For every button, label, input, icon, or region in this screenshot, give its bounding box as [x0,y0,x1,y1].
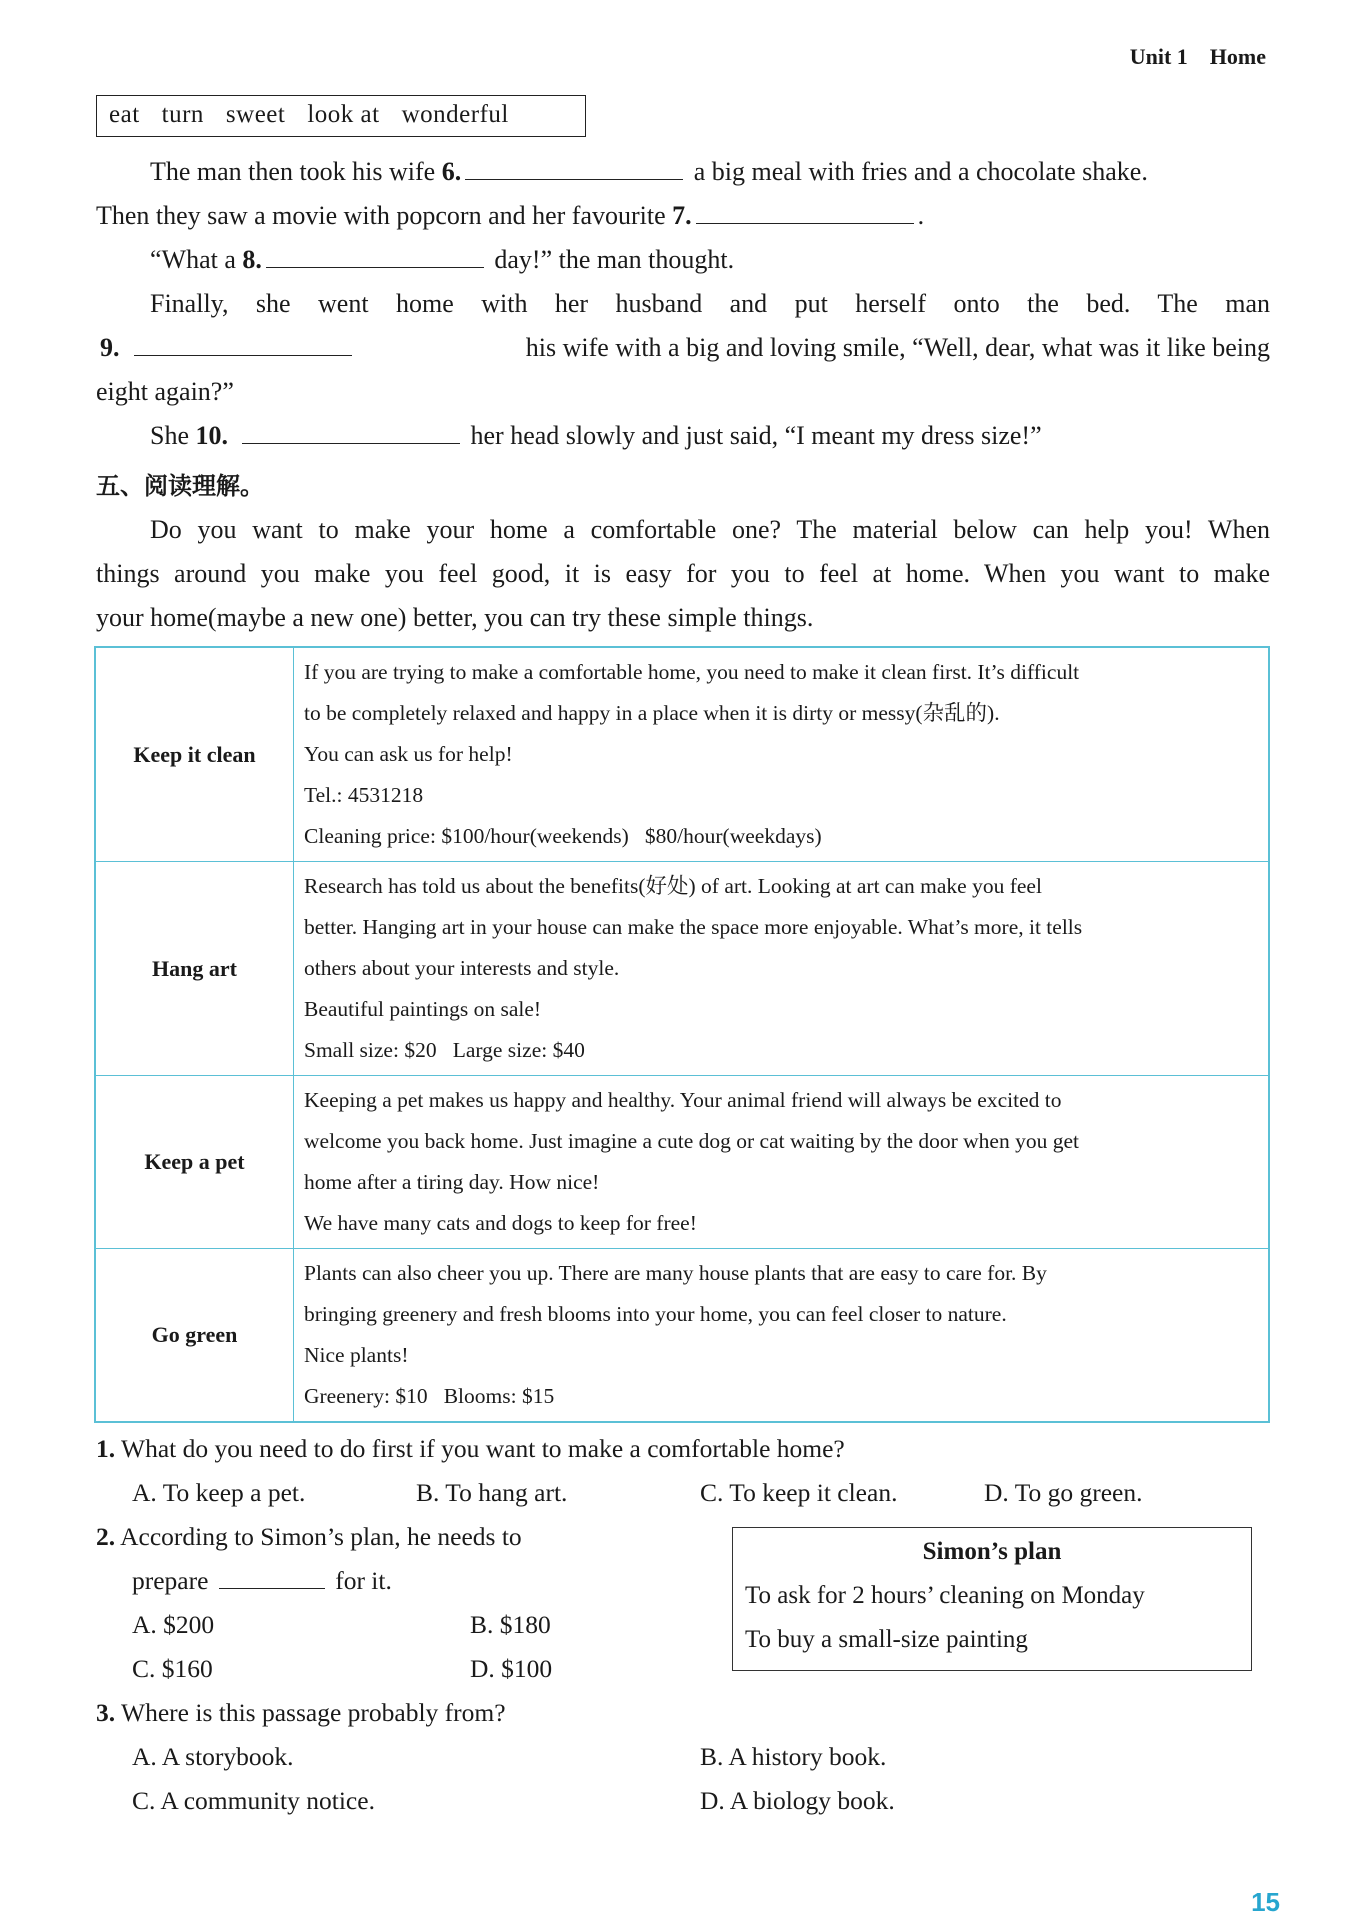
cloze-line-7 [150,414,1042,458]
question-text: According to Simon’s plan, he needs to [120,1522,522,1551]
question-number: 2. [96,1522,116,1551]
option-a[interactable]: A. A storybook. [132,1742,294,1771]
blank-number-7: 7. [672,201,692,230]
row-label: Keep it clean [95,647,294,862]
answer-blank-10[interactable] [242,415,460,444]
tips-table [94,646,1270,1423]
cloze-line-3 [150,238,734,282]
question-2 [96,1515,522,1559]
cloze-text: a big meal with fries and a chocolate shake. [693,157,1148,186]
row-label: Keep a pet [95,1076,294,1249]
intro-line-3: your home(maybe a new one) better, you can try these simple things. [96,603,814,632]
question-2-line-2 [132,1559,392,1603]
option-d[interactable]: D. To go green. [984,1478,1143,1507]
table-row [95,862,1269,1076]
blank-number-10: 10. [195,421,228,450]
content-line: home after a tiring day. How nice! [304,1170,600,1194]
option-d[interactable]: D. $100 [470,1654,553,1683]
question-3 [96,1691,506,1735]
option-b[interactable]: B. A history book. [700,1742,887,1771]
cloze-text: “What a [150,245,236,274]
word-box [96,95,586,137]
row-content [294,1249,1270,1423]
content-line: others about your interests and style. [304,956,620,980]
row-label: Hang art [95,862,294,1076]
content-line: Small size: $20 Large size: $40 [304,1038,585,1062]
answer-blank-7[interactable] [696,195,914,224]
unit-title: Home [1209,44,1266,69]
content-line: to be completely relaxed and happy in a place when it is dirty or messy(杂乱的). [304,701,1000,725]
cloze-line-4: Finally, she went home with her husband and put herself onto the bed. The man [150,289,1270,318]
simons-plan-box [732,1527,1252,1671]
cloze-text: Then they saw a movie with popcorn and her favourite [96,201,666,230]
option-a[interactable]: A. $200 [132,1610,215,1639]
content-line: Plants can also cheer you up. There are many house plants that are easy to care for. By [304,1261,1047,1285]
intro-line-1: Do you want to make your home a comfortable one? The material below can help you! When [150,515,1270,544]
row-content [294,862,1270,1076]
blank-number-6: 6. [441,157,462,186]
content-line: Beautiful paintings on sale! [304,997,542,1021]
page-number: 15 [1251,1887,1280,1917]
question-text: prepare [132,1566,209,1595]
plan-line: To ask for 2 hours’ cleaning on Monday [745,1582,1145,1609]
option-d[interactable]: D. A biology book. [700,1786,895,1815]
content-line: Research has told us about the benefits(好处) of art. Looking at art can make you feel [304,874,1042,898]
word-turn: turn [161,101,204,128]
option-c[interactable]: C. $160 [132,1654,213,1683]
option-b[interactable]: B. $180 [470,1610,551,1639]
content-line: Nice plants! [304,1343,409,1367]
word-sweet: sweet [225,101,286,128]
page-header [1130,44,1266,70]
content-line: Keeping a pet makes us happy and healthy. Your animal friend will always be excited to [304,1088,1062,1112]
content-line: bringing greenery and fresh blooms into your home, you can feel closer to nature. [304,1302,1007,1326]
content-line: You can ask us for help! [304,742,513,766]
cloze-line-6: eight again?” [96,377,234,406]
word-wonderful: wonderful [401,101,509,128]
row-content [294,1076,1270,1249]
question-1 [96,1427,845,1471]
cloze-text: The man then took his wife [150,157,436,186]
option-c[interactable]: C. To keep it clean. [700,1478,898,1507]
content-line: Cleaning price: $100/hour(weekends) $80/hour(weekdays) [304,824,822,848]
question-text: for it. [335,1566,392,1595]
cloze-text: his wife with a big and loving smile, “Well, dear, what was it like being [525,333,1270,362]
word-eat: eat [109,101,140,128]
question-text: Where is this passage probably from? [121,1698,506,1727]
row-label: Go green [95,1249,294,1423]
option-b[interactable]: B. To hang art. [416,1478,568,1507]
cloze-text: . [917,201,925,230]
answer-blank-9[interactable] [134,327,352,356]
question-number: 1. [96,1434,116,1463]
blank-number-8: 8. [242,245,262,274]
content-line: welcome you back home. Just imagine a cute dog or cat waiting by the door when you get [304,1129,1079,1153]
table-row [95,1076,1269,1249]
row-content [294,647,1270,862]
answer-blank-q2[interactable] [219,1560,325,1589]
plan-title: Simon’s plan [922,1538,1062,1565]
plan-line: To buy a small-size painting [745,1626,1028,1653]
cloze-text: her head slowly and just said, “I meant my dress size!” [470,421,1042,450]
question-text: What do you need to do first if you want to make a comfortable home? [121,1434,845,1463]
cloze-line-2 [96,194,924,238]
cloze-line-1 [150,150,1148,194]
answer-blank-8[interactable] [266,239,484,268]
option-a[interactable]: A. To keep a pet. [132,1478,306,1507]
content-line: We have many cats and dogs to keep for free! [304,1211,697,1235]
answer-blank-6[interactable] [465,151,683,180]
content-line: If you are trying to make a comfortable home, you need to make it clean first. It’s difficult [304,660,1080,684]
table-row [95,1249,1269,1423]
unit-label: Unit 1 [1129,44,1188,69]
content-line: Tel.: 4531218 [304,783,424,807]
word-look-at: look at [307,101,380,128]
question-number: 3. [96,1698,116,1727]
cloze-line-5 [100,326,1270,370]
table-row [95,647,1269,862]
content-line: Greenery: $10 Blooms: $15 [304,1384,555,1408]
intro-line-2: things around you make you feel good, it is easy for you to feel at home. When you want to make [96,559,1270,588]
blank-number-9: 9. [100,333,120,362]
cloze-text: She [150,421,189,450]
content-line: better. Hanging art in your house can make the space more enjoyable. What’s more, it tells [304,915,1083,939]
cloze-text: day!” the man thought. [494,245,735,274]
option-c[interactable]: C. A community notice. [132,1786,375,1815]
section-heading: 五、阅读理解。 [96,472,264,500]
